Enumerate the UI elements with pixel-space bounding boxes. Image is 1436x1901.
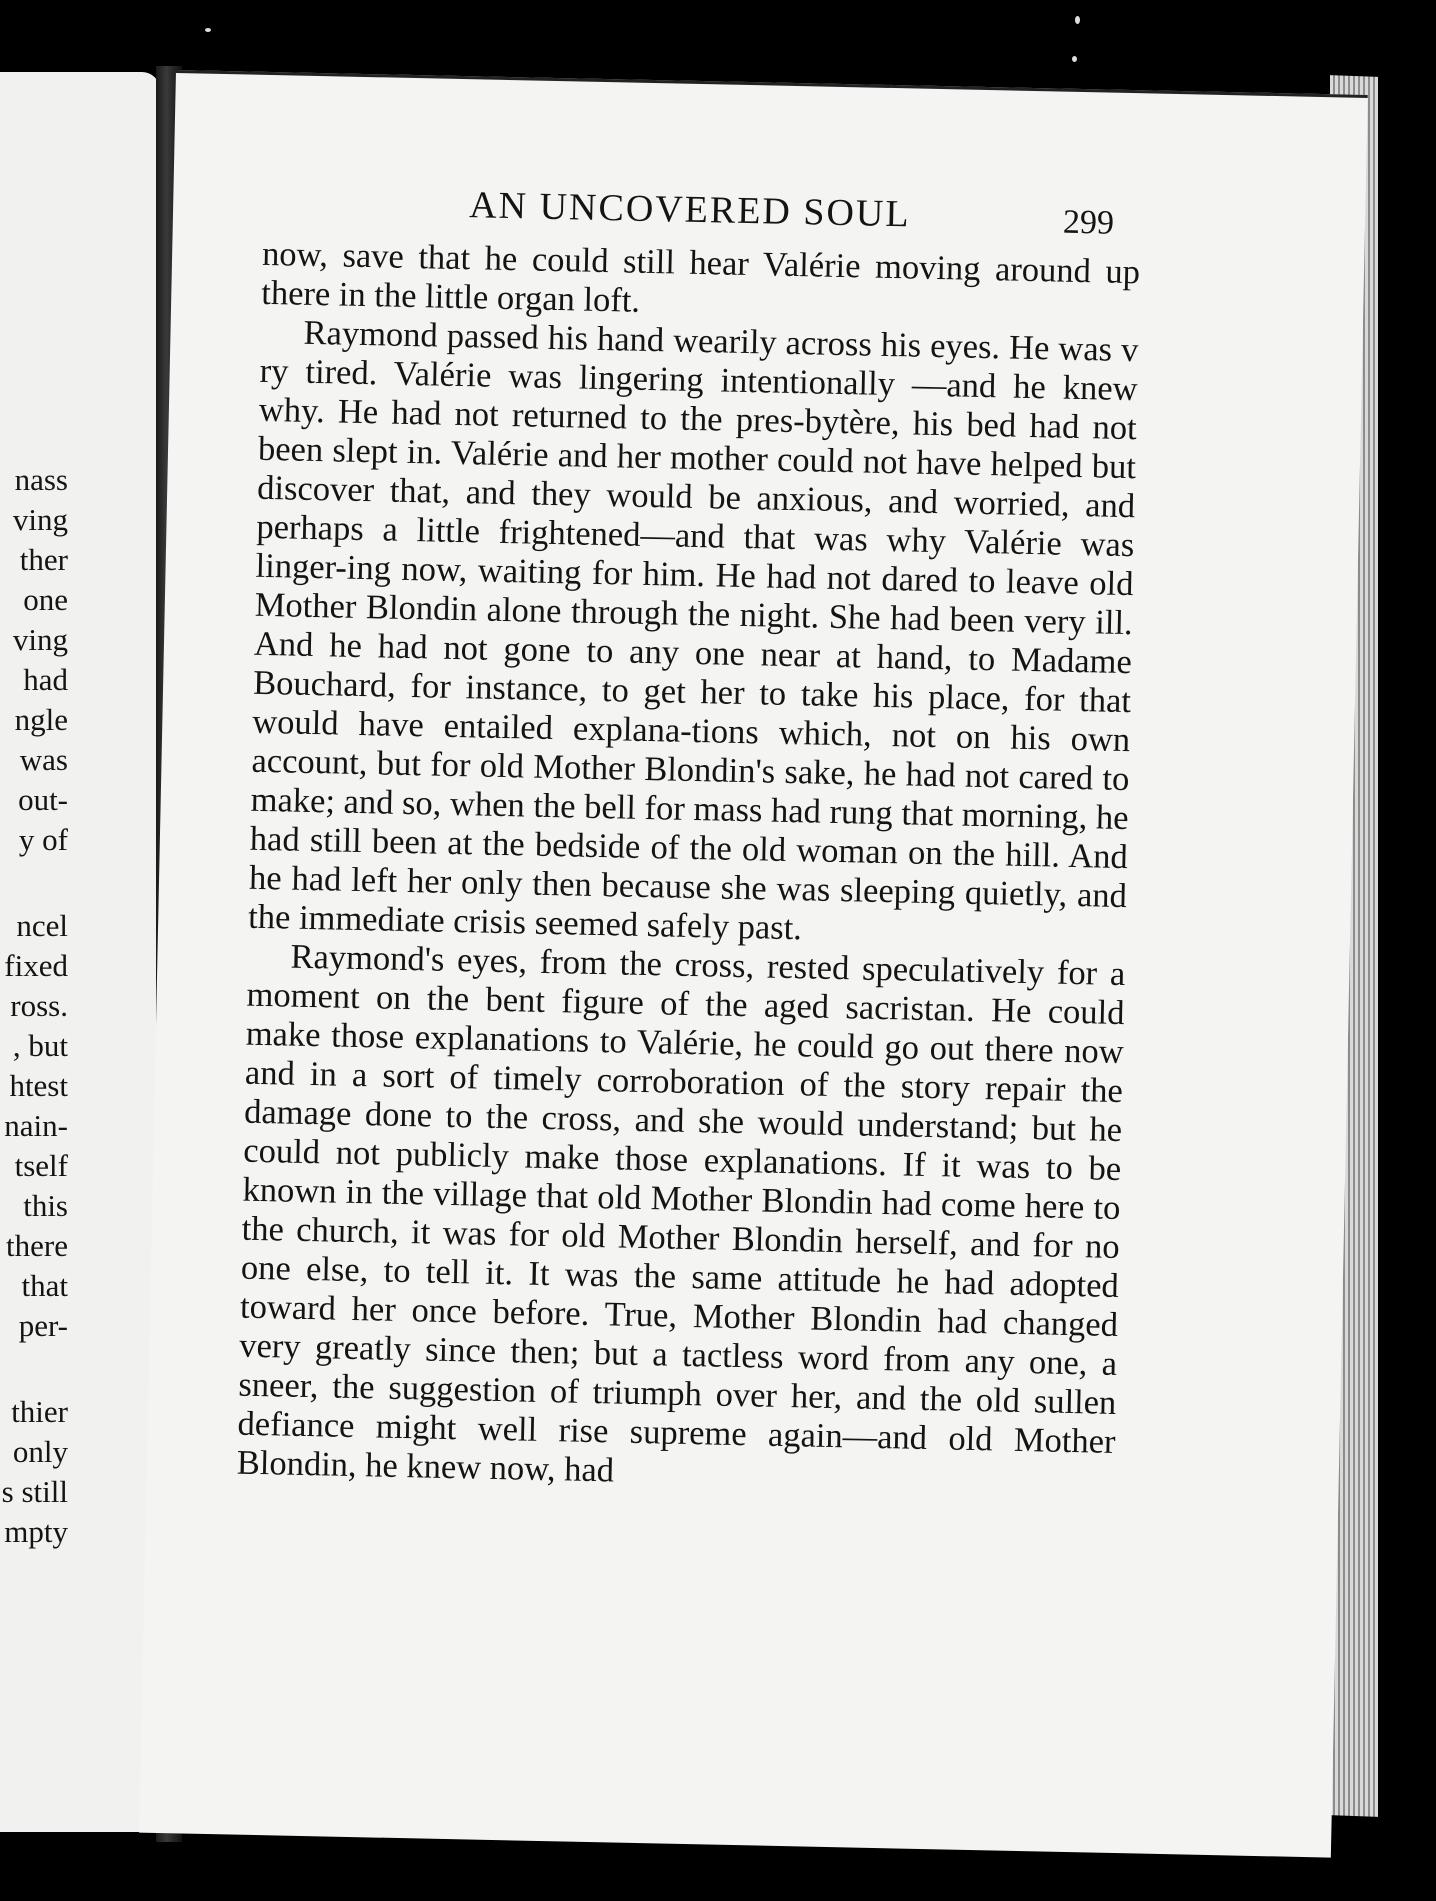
left-page-line-fragment: , but: [12, 1028, 68, 1063]
left-page-line-fragment: one: [23, 582, 68, 617]
paragraph: Raymond's eyes, from the cross, rested speculatively for a moment on the bent figure of the aged sacristan. He could make those explanations to Valérie, he could go out there now and in a sort of timely corroboration of the story repair the damage done to the cross, and she would understand; but he could not publicly make those explanations. If it was to be known in the village that old Mother Blondin had come here to the church, it was for old Mother Blondin herself, and for no one else, to tell it. It was the same attitude he had adopted toward her once before. True, Mother Blondin had changed very greatly since then; but a tactless word from any one, a sneer, the suggestion of triumph over her, and the old sullen defiance might well rise supreme again—and old Mother Blondin, he knew now, had: [236, 937, 1126, 1490]
body-text: [236, 235, 1140, 1501]
left-page-line-fragment: only: [12, 1434, 68, 1469]
paragraph: now, save that he could still hear Valérie moving around up there in the little organ loft.: [260, 234, 1141, 320]
right-page: [139, 70, 1368, 1858]
left-page-line-fragment: was: [19, 742, 68, 777]
page-number: 299: [1062, 203, 1115, 242]
left-page-line-fragment: there: [6, 1228, 68, 1263]
scan-speck: [1072, 56, 1077, 62]
left-page-line-fragment: ross.: [10, 988, 68, 1023]
left-page-line-fragment: that: [21, 1268, 68, 1303]
left-page-line-fragment: ving: [12, 502, 68, 537]
left-page-line-fragment: ncel: [16, 908, 68, 943]
left-page-line-fragment: ving: [12, 622, 68, 657]
scan-speck: [1075, 16, 1080, 24]
left-page-line-fragment: per-: [18, 1308, 68, 1343]
scan-speck: [205, 28, 211, 32]
left-page-line-fragment: thier: [11, 1394, 68, 1429]
left-facing-page: [0, 72, 160, 1832]
left-page-line-fragment: s still: [1, 1474, 68, 1509]
left-page-line-fragment: nain-: [4, 1108, 68, 1143]
left-page-line-fragment: tself: [14, 1148, 68, 1183]
left-page-line-fragment: nass: [14, 462, 68, 497]
paragraph: Raymond passed his hand wearily across his eyes. He was v ry tired. Valérie was lingering intentionally —and he knew why. He had not returned to the pres-bytère, his bed had not been slept in. Valérie and her mother could not have helped but discover that, and they would be anxious, and worried, and perhaps a little frightened—and that was why Valérie was linger-ing now, waiting for him. He had not dared to leave old Mother Blondin alone through the night. She had been very ill. And he had not gone to any one near at hand, to Madame Bouchard, for instance, to get her to take his place, for that would have entailed explana-tions which, not on his own account, but for old Mother Blondin's sake, he had not cared to make; and so, when the bell for mass had rung that morning, he had still been at the bedside of the old woman on the hill. And he had left her only then because she was sleeping quietly, and the immediate crisis seemed safely past.: [247, 313, 1139, 948]
left-page-line-fragment: ngle: [14, 702, 68, 737]
left-page-line-fragment: y of: [18, 822, 68, 857]
left-page-line-fragment: out-: [18, 782, 68, 817]
left-page-line-fragment: fixed: [4, 948, 68, 983]
left-page-line-fragment: mpty: [4, 1514, 68, 1549]
left-page-line-fragment: had: [23, 662, 68, 697]
left-page-line-fragment: ther: [19, 542, 68, 577]
left-page-line-fragment: this: [23, 1188, 68, 1223]
running-head: AN UNCOVERED SOUL: [468, 184, 912, 236]
left-page-line-fragment: htest: [9, 1068, 68, 1103]
